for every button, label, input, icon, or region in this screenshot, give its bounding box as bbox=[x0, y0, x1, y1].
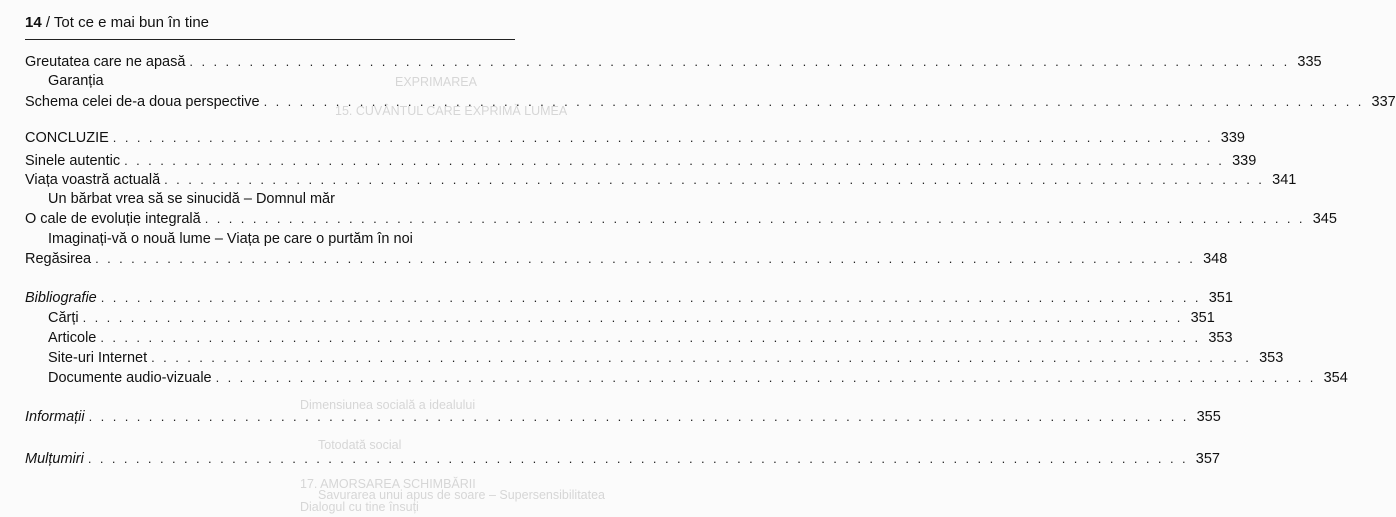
toc-entry[interactable] bbox=[25, 153, 1257, 173]
toc-entry-label: Schema celei de-a doua perspective bbox=[25, 94, 260, 110]
toc-entry-page: 345 bbox=[1312, 211, 1337, 227]
toc-entry-label: Documente audio-vizuale bbox=[48, 370, 212, 386]
bleed-line: 15. CUVÂNTUL CARE EXPRIMĂ LUMEA bbox=[335, 104, 568, 118]
toc-subentry[interactable] bbox=[48, 330, 1233, 350]
toc-entry-page: 357 bbox=[1195, 451, 1220, 467]
bleed-line: Totodată social bbox=[318, 438, 402, 452]
toc-entry-page: 353 bbox=[1208, 330, 1233, 346]
toc-subentry-label: Garanția bbox=[48, 73, 104, 89]
toc-subentry[interactable] bbox=[48, 350, 1284, 370]
dot-leader bbox=[189, 54, 1289, 69]
toc-entry-page: 351 bbox=[1190, 310, 1215, 326]
dot-leader bbox=[164, 172, 1264, 187]
toc-entry-label: CONCLUZIE bbox=[25, 130, 109, 146]
toc-entry[interactable] bbox=[25, 290, 1233, 310]
dot-leader bbox=[151, 350, 1251, 365]
toc-entry-label: O cale de evoluție integrală bbox=[25, 211, 201, 227]
toc-subentry-label: Un bărbat vrea să se sinucidă – Domnul măr bbox=[48, 191, 335, 207]
toc-entry-page: 341 bbox=[1272, 172, 1297, 188]
toc-entry-label: Mulțumiri bbox=[25, 451, 84, 467]
dot-leader bbox=[100, 330, 1200, 345]
dot-leader bbox=[216, 370, 1316, 385]
bleed-line: 17. AMORSAREA SCHIMBĂRII bbox=[300, 477, 476, 491]
toc-subentry[interactable] bbox=[48, 73, 104, 89]
toc-subentry[interactable] bbox=[48, 231, 413, 247]
toc-entry-label: Sinele autentic bbox=[25, 153, 121, 169]
bleed-line: EXPRIMAREA bbox=[395, 75, 477, 89]
toc-entry[interactable] bbox=[25, 172, 1297, 192]
toc-entry[interactable] bbox=[25, 54, 1322, 74]
toc-subentry[interactable] bbox=[48, 191, 335, 207]
toc-entry[interactable] bbox=[25, 211, 1337, 231]
toc-entry-page: 337 bbox=[1371, 94, 1396, 110]
toc-entry-page: 353 bbox=[1259, 350, 1284, 366]
toc-entry[interactable] bbox=[25, 409, 1221, 429]
toc-entry-page: 351 bbox=[1208, 290, 1233, 306]
toc-entry-label: Regăsirea bbox=[25, 251, 92, 267]
toc-entry-label: Site-uri Internet bbox=[48, 350, 148, 366]
bleed-line: Dialogul cu tine însuți bbox=[300, 500, 419, 514]
toc-subentry[interactable] bbox=[48, 370, 1348, 390]
dot-leader bbox=[83, 310, 1183, 325]
toc-entry-page: 354 bbox=[1323, 370, 1348, 386]
toc-entry-label: Articole bbox=[48, 330, 97, 346]
toc-entry-page: 348 bbox=[1203, 251, 1228, 267]
toc-entry-label: Greutatea care ne apasă bbox=[25, 54, 186, 70]
dot-leader bbox=[124, 153, 1224, 168]
page-number: 14 bbox=[25, 14, 42, 31]
dot-leader bbox=[264, 94, 1364, 109]
dot-leader bbox=[89, 409, 1189, 424]
dot-leader bbox=[113, 130, 1213, 145]
toc-subentry-label: Imaginați-vă o nouă lume – Viața pe care o purtăm în noi bbox=[48, 231, 413, 247]
header-rule bbox=[25, 39, 515, 40]
toc-entry-label: Viața voastră actuală bbox=[25, 172, 161, 188]
toc-entry-label: Cărți bbox=[48, 310, 79, 326]
dot-leader bbox=[101, 290, 1201, 305]
dot-leader bbox=[88, 451, 1188, 466]
toc-entry-page: 355 bbox=[1196, 409, 1221, 425]
toc-entry-label: Bibliografie bbox=[25, 290, 97, 306]
toc-entry-page: 335 bbox=[1297, 54, 1322, 70]
toc-entry-page: 339 bbox=[1232, 153, 1257, 169]
toc-entry[interactable] bbox=[25, 251, 1228, 271]
toc-subentry[interactable] bbox=[48, 310, 1215, 330]
bleed-line: Dimensiunea socială a idealului bbox=[300, 398, 476, 412]
book-title: / Tot ce e mai bun în tine bbox=[41, 14, 210, 31]
dot-leader bbox=[205, 211, 1305, 226]
bleed-line: Savurarea unui apus de soare – Supersensibilitatea bbox=[318, 488, 605, 502]
running-header bbox=[25, 14, 209, 31]
dot-leader bbox=[95, 251, 1195, 266]
toc-entry-page: 339 bbox=[1220, 130, 1245, 146]
toc-entry[interactable] bbox=[25, 130, 1245, 150]
toc-entry-label: Informații bbox=[25, 409, 85, 425]
toc-entry[interactable] bbox=[25, 451, 1220, 471]
